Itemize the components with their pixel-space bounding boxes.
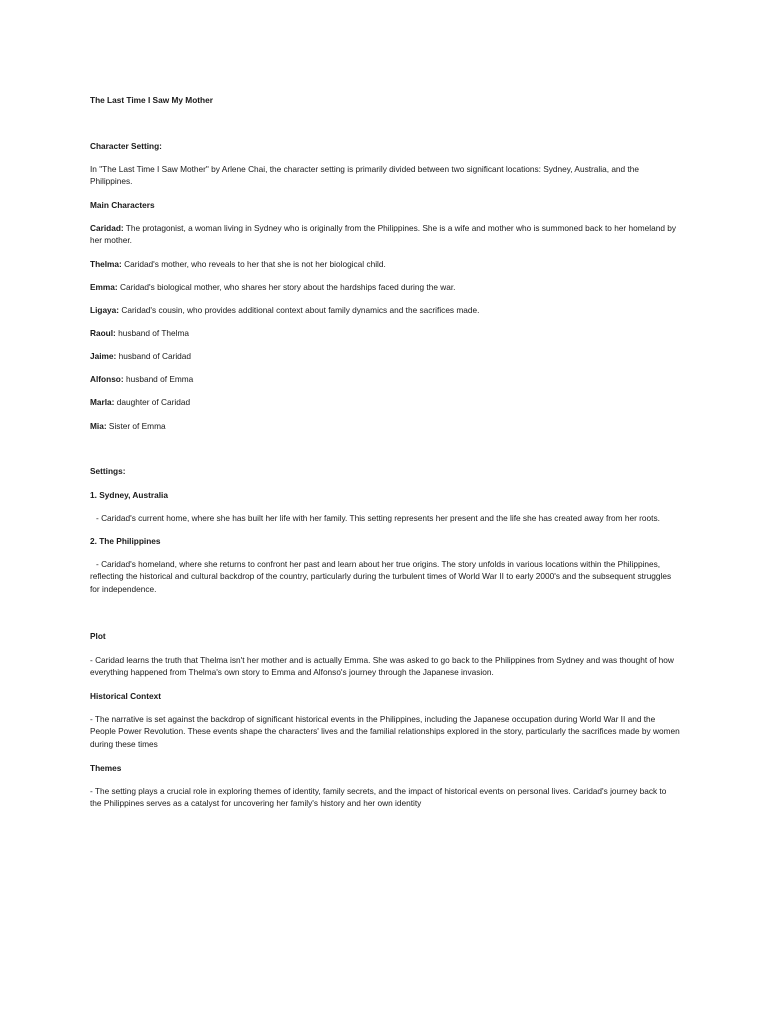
main-characters-heading: Main Characters <box>90 200 155 210</box>
character-name: Emma: <box>90 282 118 292</box>
setting-philippines-body: - Caridad's homeland, where she returns to confront her past and learn about her true origins. The story unfolds in various locations within the Philippines, reflecting the historical and cultural backdrop of the country, particularly during the turbulent times of World War II to early 2000's and the subsequent struggles for independence. <box>90 559 672 594</box>
character-name: Mia: <box>90 421 107 431</box>
character-description: daughter of Caridad <box>114 397 191 407</box>
character-description: Caridad's cousin, who provides additional context about family dynamics and the sacrifices made. <box>119 305 480 315</box>
character-name: Ligaya: <box>90 305 120 315</box>
character-name: Raoul: <box>90 328 116 338</box>
character-description: husband of Caridad <box>116 351 192 361</box>
character-entry-marla <box>90 396 680 408</box>
character-description: The protagonist, a woman living in Sydney who is originally from the Philippines. She is a wife and mother who is summoned back to her homeland by her mother. <box>90 223 676 246</box>
character-entry-raoul <box>90 327 680 339</box>
character-setting-heading: Character Setting: <box>90 141 162 151</box>
themes-heading: Themes <box>90 763 122 773</box>
character-entry-caridad <box>90 222 680 247</box>
character-setting-intro: In "The Last Time I Saw Mother" by Arlene Chai, the character setting is primarily divided between two significant locations: Sydney, Australia, and the Philippines. <box>90 164 639 187</box>
character-entry-jaime <box>90 350 680 362</box>
character-name: Alfonso: <box>90 374 124 384</box>
character-description: husband of Thelma <box>115 328 189 338</box>
setting-philippines-text <box>90 558 680 595</box>
character-entry-thelma <box>90 258 680 270</box>
setting-sydney-heading: 1. Sydney, Australia <box>90 490 168 500</box>
setting-sydney-text: - Caridad's current home, where she has built her life with her family. This setting represents her present and the life she has created away from her roots. <box>96 513 660 523</box>
plot-text: - Caridad learns the truth that Thelma isn't her mother and is actually Emma. She was asked to go back to the Philippines from Sydney and was thought of how everything happened from Thelma's own story to Emma and Alfonso's journey through the Japanese invasion. <box>90 655 674 678</box>
historical-context-text: - The narrative is set against the backdrop of significant historical events in the Philippines, including the Japanese occupation during World War II and the People Power Revolution. These events shape the characters' lives and the familial relationships explored in the story, particularly the sacrifices made by women during these times <box>90 714 680 749</box>
character-name: Marla: <box>90 397 115 407</box>
character-entry-ligaya <box>90 304 680 316</box>
document-title: The Last Time I Saw My Mother <box>90 95 213 105</box>
historical-context-heading: Historical Context <box>90 691 161 701</box>
plot-heading: Plot <box>90 631 106 641</box>
character-name: Jaime: <box>90 351 117 361</box>
character-entry-mia <box>90 420 680 432</box>
character-description: Caridad's mother, who reveals to her that she is not her biological child. <box>121 259 386 269</box>
character-description: Sister of Emma <box>106 421 166 431</box>
character-entry-alfonso <box>90 373 680 385</box>
character-description: Caridad's biological mother, who shares her story about the hardships faced during the war. <box>117 282 456 292</box>
character-name: Thelma: <box>90 259 122 269</box>
themes-text: - The setting plays a crucial role in exploring themes of identity, family secrets, and the impact of historical events on personal lives. Caridad's journey back to the Philippines serves as a catalyst for uncovering her family's history and her own identity <box>90 786 667 809</box>
character-entry-emma <box>90 281 680 293</box>
character-name: Caridad: <box>90 223 124 233</box>
character-description: husband of Emma <box>123 374 194 384</box>
settings-heading: Settings: <box>90 466 126 476</box>
setting-philippines-heading: 2. The Philippines <box>90 536 161 546</box>
